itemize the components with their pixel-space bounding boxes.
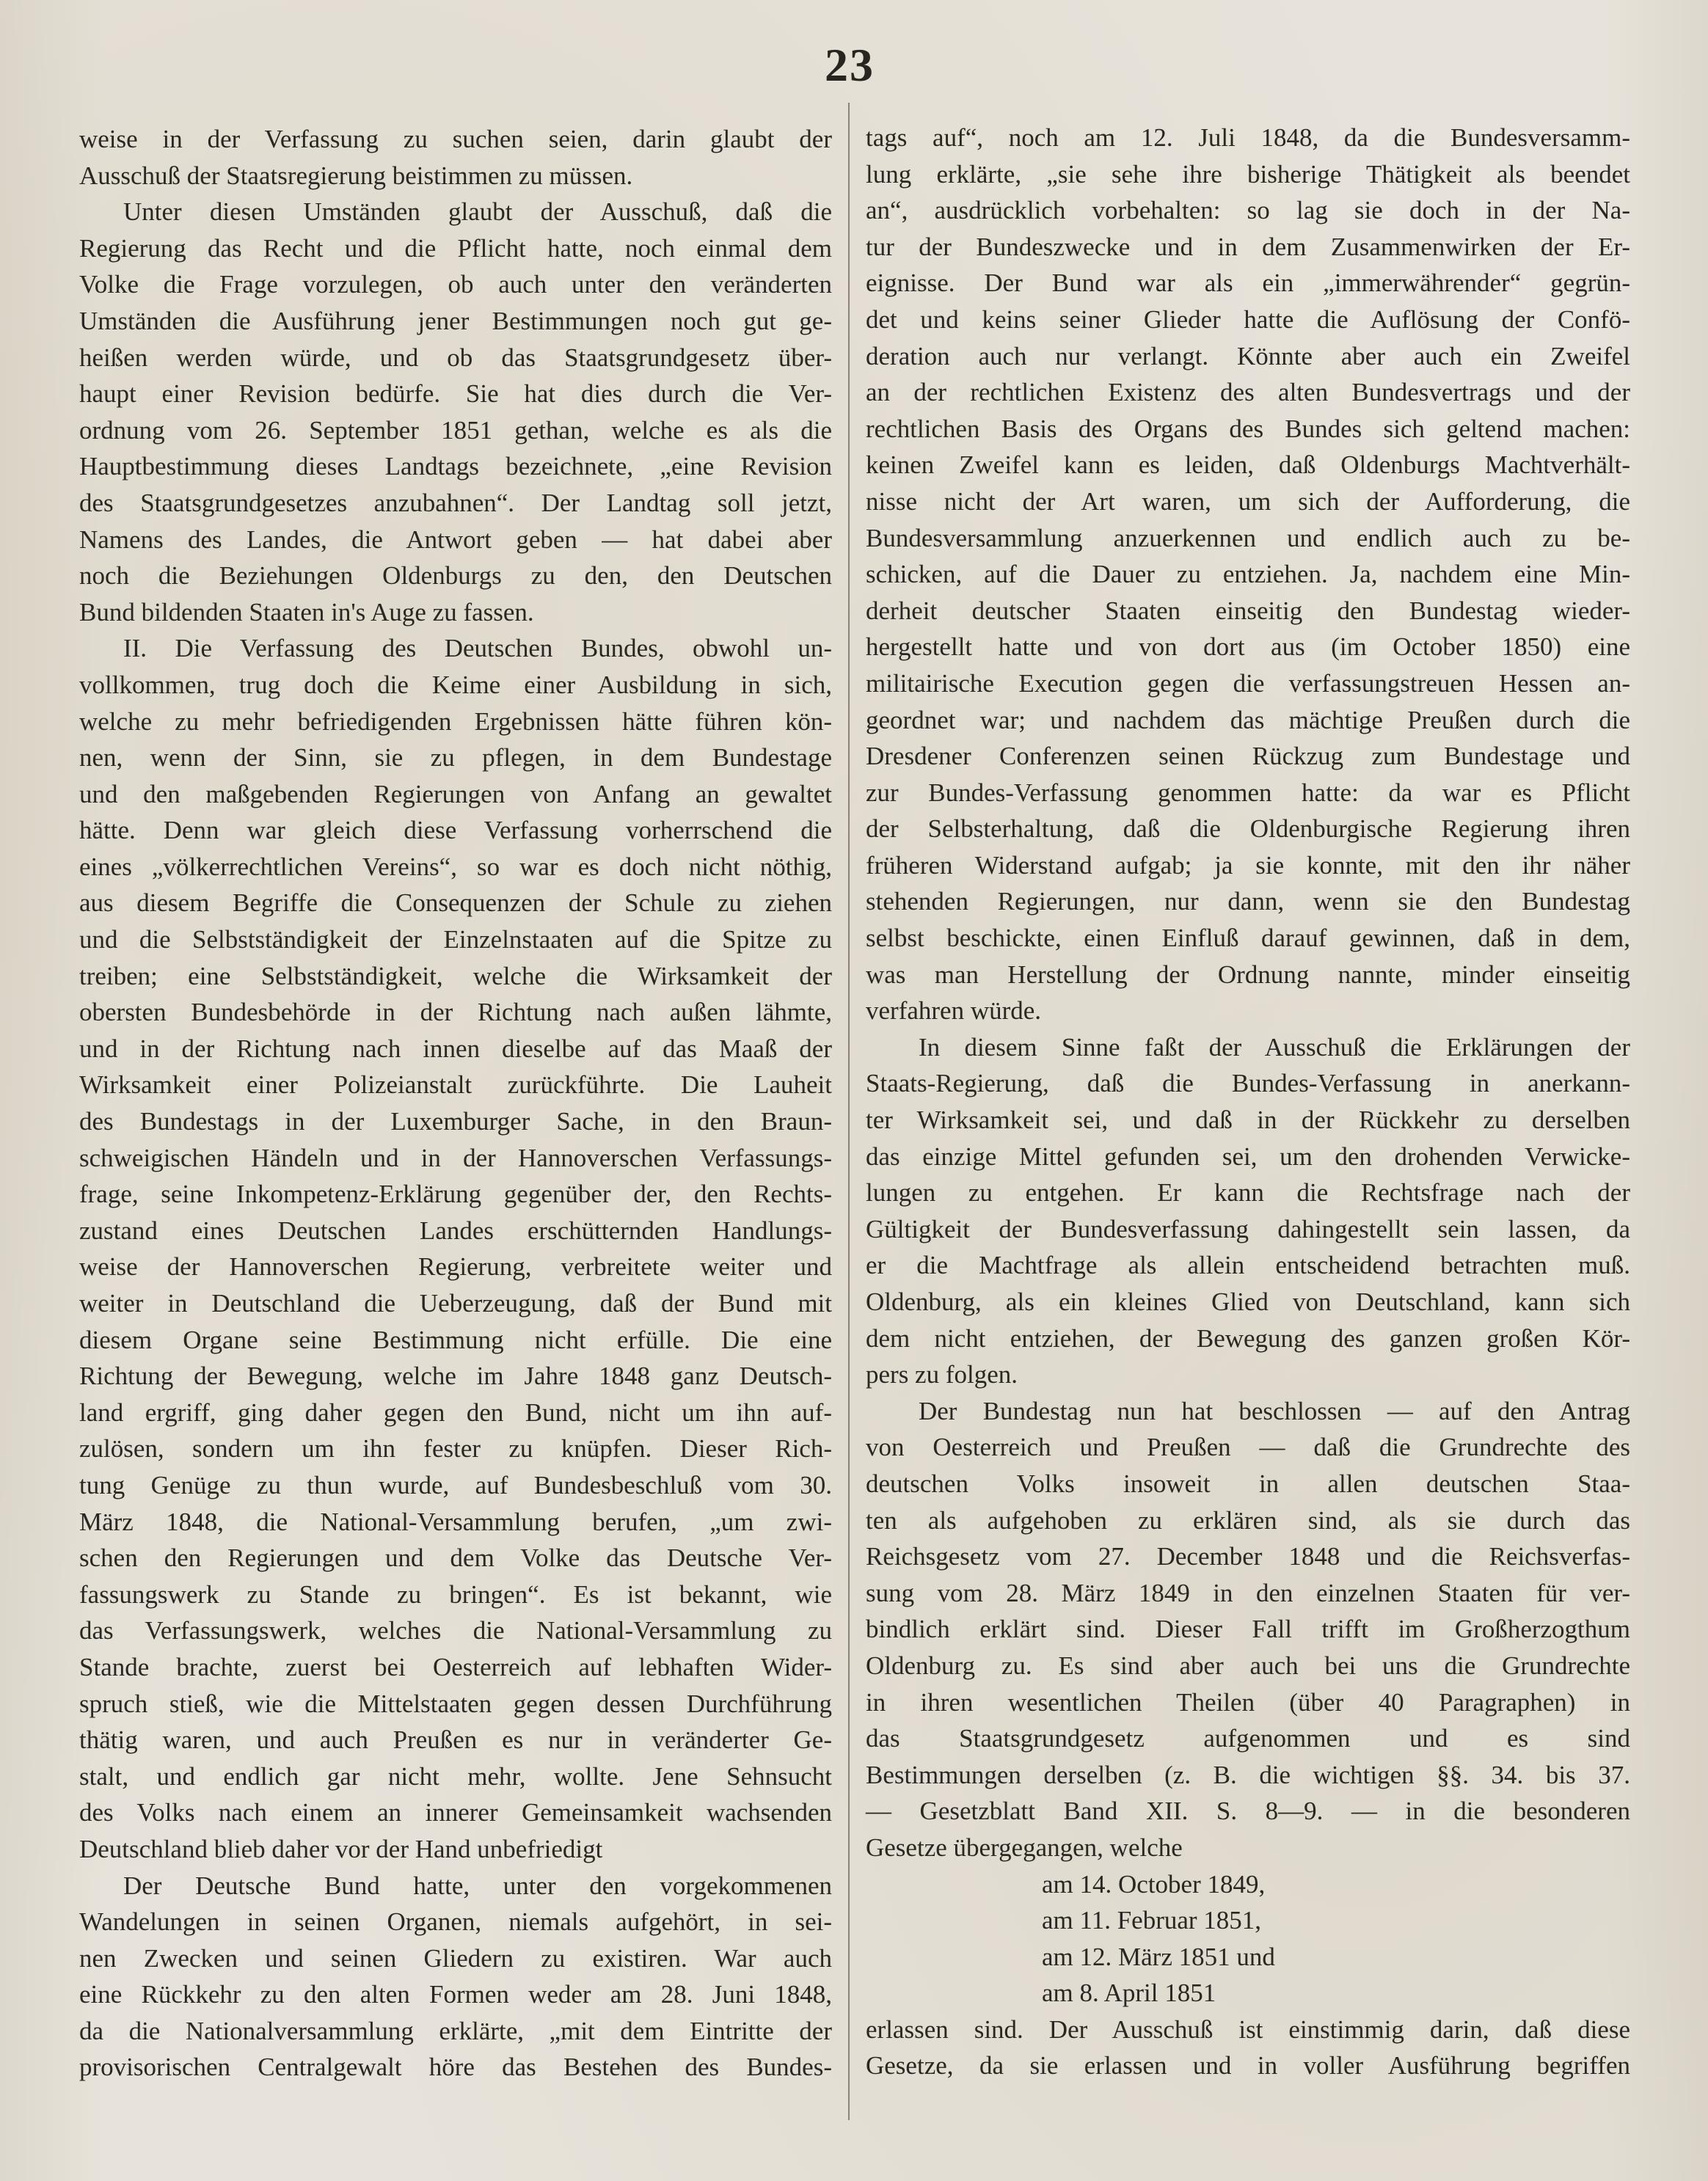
text-line: heißen werden würde, und ob das Staatsgrundgesetz über- <box>79 343 832 372</box>
text-line: eines „völkerrechtlichen Vereins“, so war es doch nicht nöthig, <box>79 852 832 881</box>
text-line: das Verfassungswerk, welches die National-Versammlung zu <box>79 1616 832 1645</box>
text-line: spruch stieß, wie die Mittelstaaten gegen dessen Durchführung <box>79 1689 832 1718</box>
text-line: der Selbsterhaltung, daß die Oldenburgische Regierung ihren <box>866 814 1630 844</box>
text-line: rechtlichen Basis des Organs des Bundes sich geltend machen: <box>866 414 1630 443</box>
text-line: des Bundestags in der Luxemburger Sache, in den Braun- <box>79 1107 832 1136</box>
text-line: hätte. Denn war gleich diese Verfassung vorherrschend die <box>79 816 832 845</box>
text-line: schicken, auf die Dauer zu entziehen. Ja, nachdem eine Min- <box>866 560 1630 589</box>
text-line: keinen Zweifel kann es leiden, daß Oldenburgs Machtverhält- <box>866 450 1630 480</box>
text-line: stalt, und endlich gar nicht mehr, wollte. Jene Sehnsucht <box>79 1761 832 1791</box>
text-line: schweigischen Händeln und in der Hannoverschen Verfassungs- <box>79 1143 832 1172</box>
text-line: er die Machtfrage als allein entscheidend betrachten muß. <box>866 1251 1630 1280</box>
text-line: und in der Richtung nach innen dieselbe auf das Maaß der <box>79 1034 832 1063</box>
text-line: zulösen, sondern um ihn fester zu knüpfen. Dieser Rich- <box>79 1434 832 1464</box>
text-line: sung vom 28. März 1849 in den einzelnen Staaten für ver- <box>866 1578 1630 1607</box>
text-line: Umständen die Ausführung jener Bestimmungen noch gut ge- <box>79 306 832 335</box>
text-line: Dresdener Conferenzen seinen Rückzug zum Bundestage und <box>866 742 1630 771</box>
text-line: Wandelungen in seinen Organen, niemals aufgehört, in sei- <box>79 1907 832 1937</box>
paragraph-end-line: verfahren würde. <box>866 996 1042 1026</box>
paragraph-end-line: Ausschuß der Staatsregierung beistimmen zu müssen. <box>79 161 633 190</box>
text-line: tung Genüge zu thun wurde, auf Bundesbeschluß vom 30. <box>79 1470 832 1499</box>
text-line: — Gesetzblatt Band XII. S. 8—9. — in die besonderen <box>866 1797 1630 1826</box>
text-line: und die Selbstständigkeit der Einzelnstaaten auf die Spitze zu <box>79 925 832 954</box>
text-line: an“, ausdrücklich vorbehalten: so lag sie doch in der Na- <box>866 196 1630 225</box>
text-line: Gesetze übergegangen, welche <box>866 1833 1183 1862</box>
text-line: nisse nicht der Art waren, um sich der Aufforderung, die <box>866 486 1630 516</box>
text-line: aus diesem Begriffe die Consequenzen der Schule zu ziehen <box>79 888 832 918</box>
text-line: det und keins seiner Glieder hatte die Auflösung der Confö- <box>866 304 1630 334</box>
column-rule <box>848 103 850 2120</box>
text-line: zustand eines Deutschen Landes erschütternden Handlungs- <box>79 1216 832 1245</box>
text-line: Bundesversammlung anzuerkennen und endlich auch zu be- <box>866 523 1630 552</box>
text-line: selbst beschickte, einen Einfluß darauf gewinnen, daß in dem, <box>866 924 1630 953</box>
text-line: Gültigkeit der Bundesverfassung dahingestellt sein lassen, da <box>866 1214 1630 1243</box>
text-line: haupt einer Revision bedürfe. Sie hat dies durch die Ver- <box>79 379 832 409</box>
text-line: deutschen Volks insoweit in allen deutschen Staa- <box>866 1469 1630 1498</box>
text-line: ter Wirksamkeit sei, und daß in der Rückkehr zu derselben <box>866 1106 1630 1135</box>
text-line: des Volks nach einem an innerer Gemeinsamkeit wachsenden <box>79 1798 832 1827</box>
text-line: vollkommen, trug doch die Keime einer Ausbildung in sich, <box>79 670 832 699</box>
text-line: an der rechtlichen Existenz des alten Bundesvertrags und der <box>866 378 1630 407</box>
text-line: Hauptbestimmung dieses Landtags bezeichnete, „eine Revision <box>79 452 832 481</box>
text-line: obersten Bundesbehörde in der Richtung nach außen lähmte, <box>79 998 832 1027</box>
paragraph-start-line: Der Bundestag nun hat beschlossen — auf den Antrag <box>919 1396 1630 1425</box>
law-date-line: am 14. October 1849, <box>1042 1869 1266 1899</box>
law-date-line: am 8. April 1851 <box>1042 1979 1216 2008</box>
text-line: Staats-Regierung, daß die Bundes-Verfassung in anerkann- <box>866 1069 1630 1098</box>
text-line: nen, wenn der Sinn, sie zu pflegen, in dem Bundestage <box>79 743 832 772</box>
text-line: erlassen sind. Der Ausschuß ist einstimmig darin, daß diese <box>866 2014 1630 2044</box>
text-line: Namens des Landes, die Antwort geben — hat dabei aber <box>79 525 832 554</box>
text-line: welche zu mehr befriedigenden Ergebnissen hätte führen kön- <box>79 706 832 736</box>
text-line: thätig waren, und auch Preußen es nur in veränderter Ge- <box>79 1725 832 1755</box>
paragraph-start-line: Der Deutsche Bund hatte, unter den vorgekommenen <box>123 1871 832 1900</box>
text-line: das Staatsgrundgesetz aufgenommen und es sind <box>866 1724 1630 1753</box>
text-line: weise in der Verfassung zu suchen seien, darin glaubt der <box>79 125 832 153</box>
text-line: frage, seine Inkompetenz-Erklärung gegenüber der, den Rechts- <box>79 1180 832 1209</box>
text-line: bindlich erklärt sind. Dieser Fall trifft im Großherzogthum <box>866 1615 1630 1644</box>
text-line: tags auf“, noch am 12. Juli 1848, da die Bundesversamm- <box>866 123 1630 152</box>
text-line: nen Zwecken und seinen Gliedern zu existiren. War auch <box>79 1943 832 1973</box>
text-line: weiter in Deutschland die Ueberzeugung, daß der Bund mit <box>79 1289 832 1318</box>
paragraph-end-line: Deutschland blieb daher vor der Hand unbefriedigt <box>79 1834 603 1863</box>
right-column <box>866 120 1630 2084</box>
text-line: diesem Organe seine Bestimmung nicht erfülle. Die eine <box>79 1325 832 1354</box>
text-line: lungen zu entgehen. Er kann die Rechtsfrage nach der <box>866 1178 1630 1208</box>
text-line: tur der Bundeszwecke und in dem Zusammenwirken der Er- <box>866 232 1630 261</box>
law-date-line: am 12. März 1851 und <box>1042 1942 1275 1971</box>
paragraph-start-line: Unter diesen Umständen glaubt der Ausschuß, daß die <box>123 197 832 227</box>
text-line: Stande brachte, zuerst bei Oesterreich auf lebhaften Wider- <box>79 1652 832 1681</box>
text-line: Gesetze, da sie erlassen und in voller Ausführung begriffen <box>866 2051 1630 2080</box>
text-line: zur Bundes-Verfassung genommen hatte: da war es Pflicht <box>866 778 1630 807</box>
text-line: eignisse. Der Bund war als ein „immerwährender“ gegrün- <box>866 268 1630 298</box>
text-line: provisorischen Centralgewalt höre das Bestehen des Bundes- <box>79 2053 832 2082</box>
text-line: eine Rückkehr zu den alten Formen weder am 28. Juni 1848, <box>79 1980 832 2009</box>
text-line: Richtung der Bewegung, welche im Jahre 1848 ganz Deutsch- <box>79 1362 832 1391</box>
left-column <box>79 121 832 2086</box>
text-line: hergestellt hatte und von dort aus (im October 1850) eine <box>866 632 1630 662</box>
text-line: in ihren wesentlichen Theilen (über 40 Paragraphen) in <box>866 1687 1630 1717</box>
text-line: das einzige Mittel gefunden sei, um den drohenden Verwicke- <box>866 1141 1630 1171</box>
page-number: 23 <box>825 39 875 91</box>
text-line: fassungswerk zu Stande zu bringen“. Es ist bekannt, wie <box>79 1579 832 1609</box>
law-date-line: am 11. Februar 1851, <box>1042 1906 1262 1935</box>
paragraph-end-line: pers zu folgen. <box>866 1360 1018 1389</box>
text-line: militairische Execution gegen die verfassungstreuen Hessen an- <box>866 668 1630 698</box>
text-line: Volke die Frage vorzulegen, ob auch unter den veränderten <box>79 270 832 299</box>
text-line: Bestimmungen derselben (z. B. die wichtigen §§. 34. bis 37. <box>866 1760 1630 1789</box>
paragraph-end-line: Bund bildenden Staaten in's Auge zu fassen. <box>79 597 534 626</box>
text-line: noch die Beziehungen Oldenburgs zu den, den Deutschen <box>79 561 832 591</box>
text-line: Reichsgesetz vom 27. December 1848 und die Reichsverfas- <box>866 1542 1630 1571</box>
text-line: land ergriff, ging daher gegen den Bund, nicht um ihn auf- <box>79 1398 832 1427</box>
text-line: Regierung das Recht und die Pflicht hatte, noch einmal dem <box>79 233 832 263</box>
paragraph-start-line: In diesem Sinne faßt der Ausschuß die Erklärungen der <box>919 1032 1630 1062</box>
text-line: treiben; eine Selbstständigkeit, welche die Wirksamkeit der <box>79 961 832 990</box>
text-line: früheren Widerstand aufgab; ja sie konnte, mit den ihr näher <box>866 850 1630 880</box>
text-line: derheit deutscher Staaten einseitig den Bundestag wieder- <box>866 596 1630 625</box>
text-line: dem nicht entziehen, der Bewegung des ganzen großen Kör- <box>866 1323 1630 1353</box>
text-line: was man Herstellung der Ordnung nannte, minder einseitig <box>866 960 1630 989</box>
section-heading-line: II. Die Verfassung des Deutschen Bundes, obwohl un- <box>123 634 832 663</box>
text-line: und den maßgebenden Regierungen von Anfang an gewaltet <box>79 779 832 808</box>
text-line: schen den Regierungen und dem Volke das Deutsche Ver- <box>79 1543 832 1573</box>
text-line: deration auch nur verlangt. Könnte aber auch ein Zweifel <box>866 341 1630 370</box>
text-line: lung erklärte, „sie sehe ihre bisherige Thätigkeit als beendet <box>866 159 1630 189</box>
text-line: stehenden Regierungen, nur dann, wenn sie den Bundestag <box>866 887 1630 916</box>
text-line: Wirksamkeit einer Polizeianstalt zurückführte. Die Lauheit <box>79 1070 832 1100</box>
text-line: von Oesterreich und Preußen — daß die Grundrechte des <box>866 1433 1630 1462</box>
text-line: des Staatsgrundgesetzes anzubahnen“. Der Landtag soll jetzt, <box>79 488 832 517</box>
text-line: geordnet war; und nachdem das mächtige Preußen durch die <box>866 705 1630 734</box>
text-line: ordnung vom 26. September 1851 gethan, welche es als die <box>79 415 832 445</box>
text-line: März 1848, die National-Versammlung berufen, „um zwi- <box>79 1507 832 1536</box>
text-line: ten als aufgehoben zu erklären sind, als sie durch das <box>866 1505 1630 1535</box>
text-line: Oldenburg zu. Es sind aber auch bei uns die Grundrechte <box>866 1651 1630 1680</box>
text-line: da die Nationalversammlung erklärte, „mit dem Eintritte der <box>79 2016 832 2045</box>
text-line: weise der Hannoverschen Regierung, verbreitete weiter und <box>79 1252 832 1282</box>
text-line: Oldenburg, als ein kleines Glied von Deutschland, kann sich <box>866 1287 1630 1316</box>
